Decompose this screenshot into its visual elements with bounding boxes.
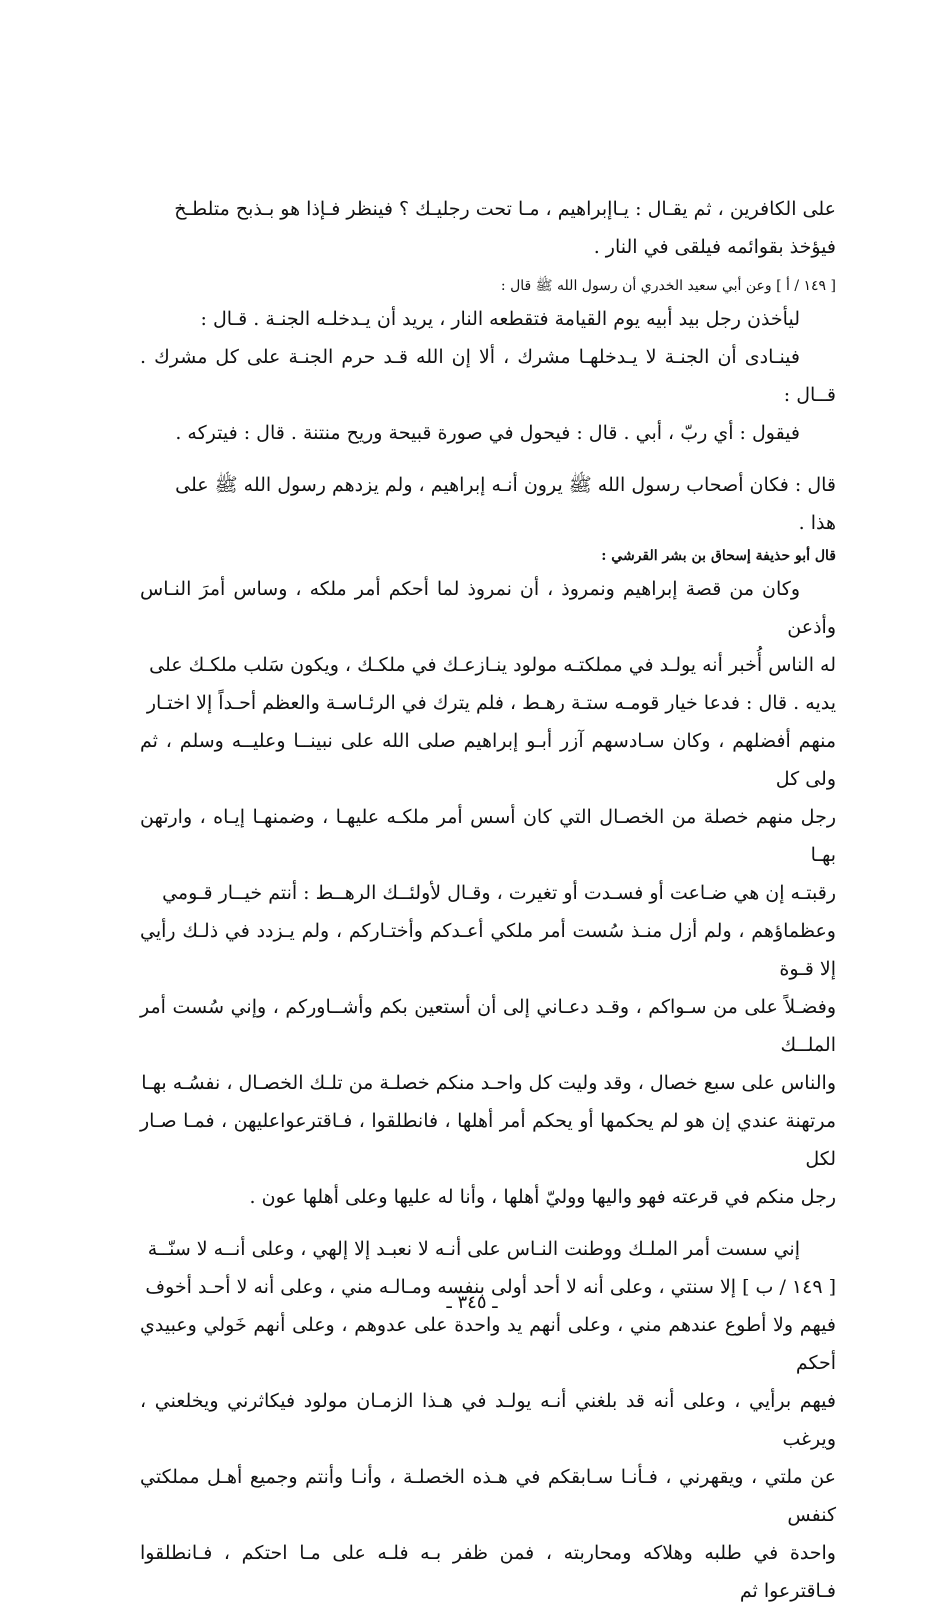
text-line: فينـادى أن الجنـة لا يـدخلهـا مشرك ، ألا إن الله قـد حرم الجنـة على كل مشرك . قــال : <box>140 346 836 406</box>
text-line: له الناس أُخبر أنه يولـد في مملكتـه مولود ينـازعـك في ملكـك ، ويكون سَلب ملكـك على <box>149 654 836 676</box>
text-line: فيهم ولا أطوع عندهم مني ، وعلى أنهم يد واحدة على عدوهم ، وعلى أنهم خَولي وعبيدي أحكم <box>140 1314 836 1374</box>
text-line: فيقول : أي ربّ ، أبي . قال : فيحول في صورة قبيحة وريح منتنة . قال : فيتركه . <box>175 422 800 444</box>
paragraph-1 <box>140 190 836 266</box>
text-line: منهم أفضلهم ، وكان سـادسهم آزر أبـو إبراهيم صلى الله على نبينــا وعليــه وسلم ، ثم ولى كل <box>140 730 836 790</box>
text-line: رجل منكم في قرعته فهو واليها ووليّ أهلها ، وأنا له عليها وعلى أهلها عون . <box>249 1186 836 1208</box>
text-line: إني سست أمر الملـك ووطنت النـاس على أنـه لا نعبـد إلا إلهي ، وعلى أنــه لا سنّــة <box>147 1238 800 1260</box>
text-line: مرتهنة عندي إن هو لم يحكمها أو يحكم أمر أهلها ، فانطلقوا ، فـاقترعواعليهن ، فمـا صـار لكل <box>140 1110 836 1170</box>
text-line: رقبتـه إن هي ضـاعت أو فسـدت أو تغيرت ، وقـال لأولئــك الرهــط : أنتم خيــار قـومي <box>162 882 836 904</box>
text-line: قال : فكان أصحاب رسول الله ﷺ يرون أنـه إبراهيم ، ولم يزدهم رسول الله ﷺ على <box>175 474 836 496</box>
text-line: ليأخذن رجل بيد أبيه يوم القيامة فتقطعه النار ، يريد أن يـدخلـه الجنـة . قـال : <box>200 308 800 330</box>
text-line: والناس على سبع خصال ، وقد وليت كل واحـد منكم خصلـة من تلـك الخصـال ، نفسُـه بهـا <box>141 1072 836 1094</box>
hadith-citation <box>140 272 836 300</box>
page-number: ـ ٣٤٥ ـ <box>446 1292 498 1313</box>
text-line: واحدة في طلبه وهلاكه ومحاربته ، فمن ظفر بـه فلـه على مـا احتكم ، فـانطلقوا فـاقترعوا ثم <box>140 1542 836 1602</box>
text-line: قال أبو حذيفة إسحاق بن بشر القرشي : <box>601 548 836 564</box>
text-line: وعظماؤهم ، ولم أزل منـذ سُست أمر ملكي أعـدكم وأختـاركم ، ولم يـزدد في ذلـك رأيي إلا قـوة <box>140 920 836 980</box>
text-line: على الكافرين ، ثم يقـال : يـاإبراهيم ، مـا تحت رجليـك ؟ فينظر فـإذا هو بـذبح متلطـخ <box>174 198 836 220</box>
text-line: عن ملتي ، ويقهرني ، فـأنـا سـابقكم في هـذه الخصلـة ، وأنـا وأنتم وجميع أهـل مملكتي كنفس <box>140 1466 836 1526</box>
text-line: هذا . <box>798 512 836 534</box>
paragraph-companions <box>140 466 836 542</box>
narrator-heading <box>140 542 836 570</box>
text-line: رجل منهم خصلة من الخصـال التي كان أسس أمر ملكـه عليهـا ، وضمنهـا إيـاه ، وارتهن بهـا <box>140 806 836 866</box>
paragraph-nimrod-story <box>140 570 836 1216</box>
paragraph-hadith <box>140 300 836 452</box>
page-body <box>140 190 836 1610</box>
text-line: وكان من قصة إبراهيم ونمروذ ، أن نمروذ لما أحكم أمر ملكه ، وساس أمرَ النـاس وأذعن <box>140 578 836 638</box>
paragraph-king-speech <box>140 1230 836 1610</box>
text-line: [ ١٤٩ / أ ] وعن أبي سعيد الخدري أن رسول الله ﷺ قال : <box>500 278 836 294</box>
text-line: يديه . قال : فدعا خيار قومـه ستـة رهـط ، فلم يترك في الرئـاسـة والعظم أحـداً إلا اختـار <box>146 692 836 714</box>
text-line: وفضـلاً على من سـواكم ، وقـد دعـاني إلى أن أستعين بكم وأشــاوركم ، وإني سُست أمر الملــك <box>140 996 836 1056</box>
text-line: [ ١٤٩ / ب ] إلا سنتي ، وعلى أنه لا أحد أولى بنفسه ومـالـه مني ، وعلى أنه لا أحـد أخوف <box>145 1276 836 1298</box>
text-line: فيهم برأيي ، وعلى أنه قد بلغني أنـه يولـد في هـذا الزمـان مولود فيكاثرني ويخلعني ، ويرغب <box>140 1390 836 1450</box>
text-line: فيؤخذ بقوائمه فيلقى في النار . <box>593 236 836 258</box>
